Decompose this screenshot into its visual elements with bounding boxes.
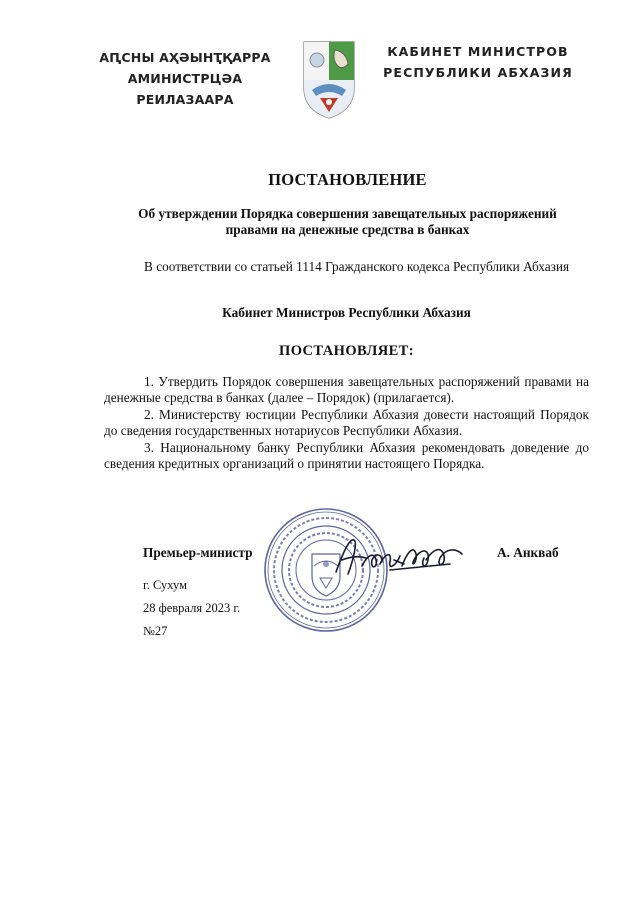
issuer: Кабинет Министров Республики Абхазия <box>222 305 471 320</box>
document-number: №27 <box>143 624 168 638</box>
decree-item-1: 1. Утвердить Порядок совершения завещательных распоряжений правами на денежные средства в банках (далее – Порядок) (прилагается). <box>104 374 589 405</box>
header-russian <box>378 41 578 83</box>
header-abkhaz-line2: АМИНИСТРЦӘА РЕИЛАЗААРА <box>127 71 243 107</box>
coat-of-arms-icon <box>302 40 356 120</box>
date: 28 февраля 2023 г. <box>143 601 241 615</box>
subtitle-line1: Об утверждении Порядка совершения завещательных распоряжений <box>138 206 557 221</box>
decree-item-2: 2. Министерству юстиции Республики Абхазия довести настоящий Порядок до сведения государственных нотариусов Республики Абхазия. <box>104 407 589 438</box>
decree-word: ПОСТАНОВЛЯЕТ: <box>279 343 414 359</box>
signer-role: Премьер-министр <box>143 545 253 560</box>
document-subtitle <box>100 206 595 238</box>
document-title: ПОСТАНОВЛЕНИЕ <box>268 170 427 189</box>
header-russian-line1: КАБИНЕТ МИНИСТРОВ <box>387 44 569 59</box>
decree-item-3: 3. Национальному банку Республики Абхазия рекомендовать доведение до сведения кредитных организаций о принятии настоящего Порядка. <box>104 440 589 471</box>
legal-basis: В соответствии со статьей 1114 Гражданского кодекса Республики Абхазия <box>144 259 570 274</box>
subtitle-line2: правами на денежные средства в банках <box>225 222 470 237</box>
signer-name: А. Анкваб <box>497 545 559 560</box>
header-abkhaz-line1: АԤСНЫ АҲӘЫНҬҚАРРА <box>99 50 271 65</box>
place: г. Сухум <box>143 578 188 592</box>
header-abkhaz <box>80 47 290 110</box>
header-russian-line2: РЕСПУБЛИКИ АБХАЗИЯ <box>383 65 573 80</box>
handwritten-signature <box>330 530 470 590</box>
